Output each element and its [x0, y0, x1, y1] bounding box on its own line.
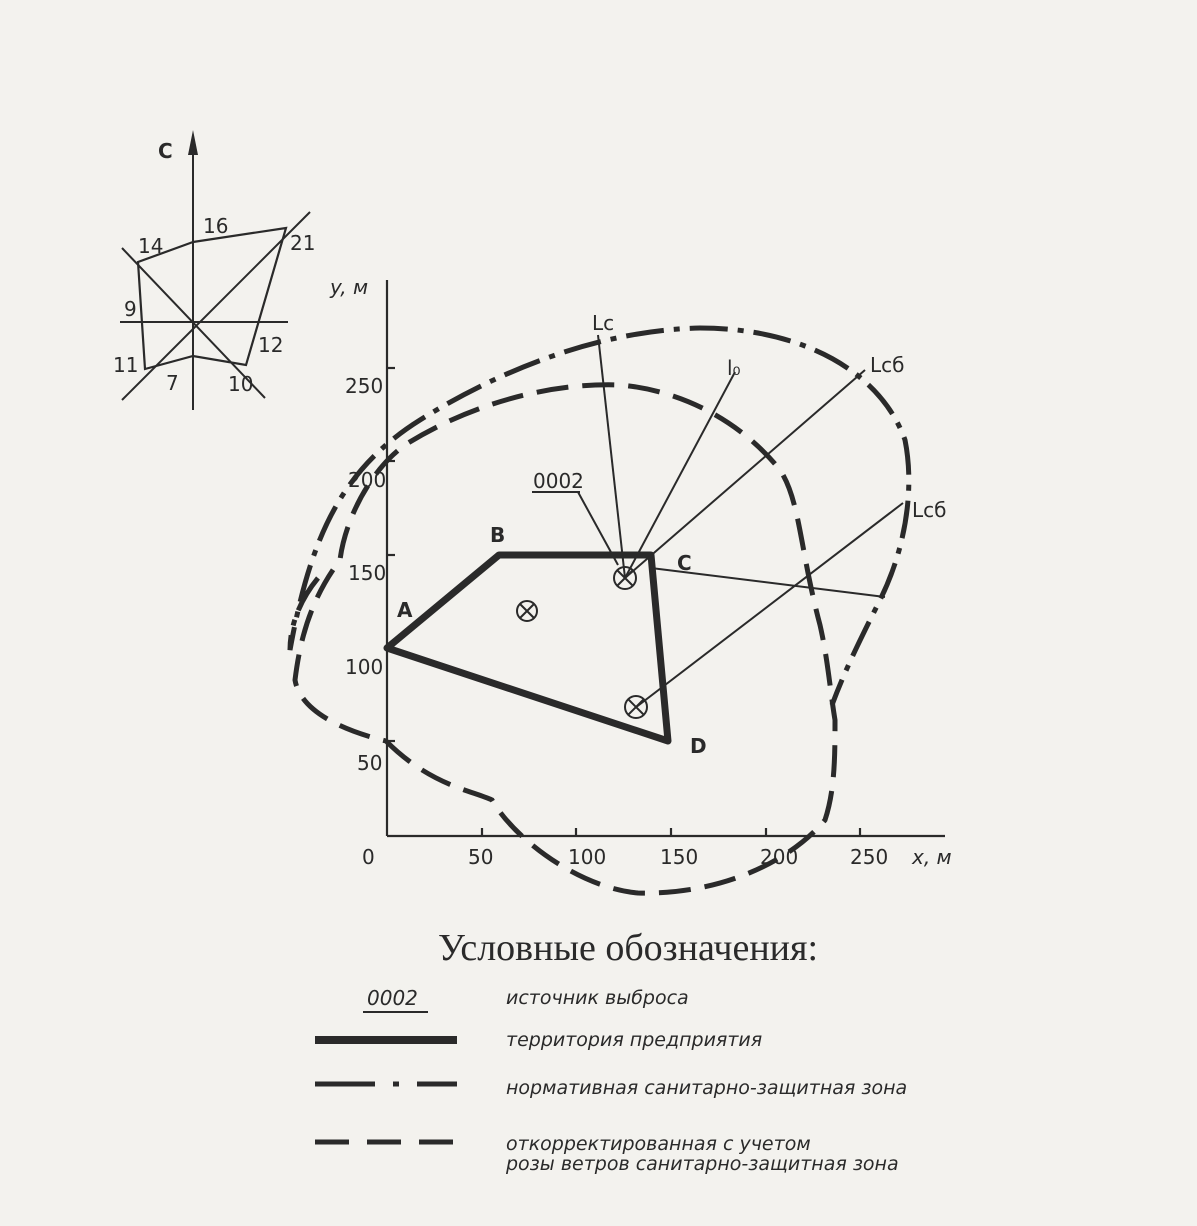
x-tick-label: 200	[760, 845, 799, 869]
north-arrow-icon	[188, 130, 198, 155]
y-tick-label: 100	[345, 655, 384, 679]
zone-rays	[532, 335, 903, 708]
ray-label-l0: l₀	[727, 356, 741, 380]
wind-rose-value-s: 7	[166, 371, 179, 395]
wind-rose-value-ne: 21	[290, 231, 316, 255]
ray-l0	[625, 372, 735, 578]
x-axis-label: x, м	[912, 845, 952, 869]
y-axis-label: y, м	[330, 275, 369, 299]
ray-label-lcb-lower: Lcб	[912, 498, 947, 522]
legend-title: Условные обозначения:	[438, 927, 819, 969]
wind-rose-value-sw: 11	[113, 353, 139, 377]
legend-corrected-text-line1: откорректированная с учетом	[506, 1133, 811, 1155]
ray-lcb-upper	[625, 370, 865, 578]
point-label-d: D	[690, 734, 707, 758]
y-tick-label: 150	[348, 561, 387, 585]
y-tick-label: 250	[345, 374, 384, 398]
y-tick-label: 200	[348, 468, 387, 492]
emission-source	[625, 696, 647, 718]
wind-rose-value-n: 16	[203, 214, 229, 238]
x-tick-label: 250	[850, 845, 889, 869]
point-label-b: B	[490, 523, 506, 547]
point-label-c: C	[677, 551, 692, 575]
corrected-sanitary-zone	[295, 385, 835, 893]
source-label: 0002	[533, 469, 584, 493]
legend	[315, 986, 907, 1175]
legend-source-text: источник выброса	[506, 987, 689, 1009]
wind-rose-value-e: 12	[258, 333, 284, 357]
legend-corrected-text-line2: розы ветров санитарно-защитная зона	[506, 1153, 899, 1175]
legend-normative-text: нормативная санитарно-защитная зона	[506, 1077, 908, 1099]
wind-rose-value-se: 10	[228, 372, 254, 396]
x-tick-label: 150	[660, 845, 699, 869]
ray-lc	[598, 335, 625, 578]
ray-label-lcb-upper: Lcб	[870, 353, 905, 377]
wind-rose-value-nw: 14	[138, 234, 164, 258]
y-tick-label: 50	[357, 751, 383, 775]
wind-rose-north-label: С	[158, 139, 173, 163]
emission-source	[517, 601, 537, 621]
wind-rose	[120, 130, 310, 410]
x-tick-label: 50	[468, 845, 494, 869]
point-label-a: A	[397, 598, 413, 622]
plot-axes	[387, 280, 945, 836]
origin-label: 0	[362, 845, 375, 869]
wind-rose-value-w: 9	[124, 297, 137, 321]
legend-territory-text: территория предприятия	[506, 1029, 763, 1051]
x-tick-label: 100	[568, 845, 607, 869]
legend-source-symbol: 0002	[367, 986, 418, 1010]
ray-label-lc: Lc	[592, 311, 615, 335]
